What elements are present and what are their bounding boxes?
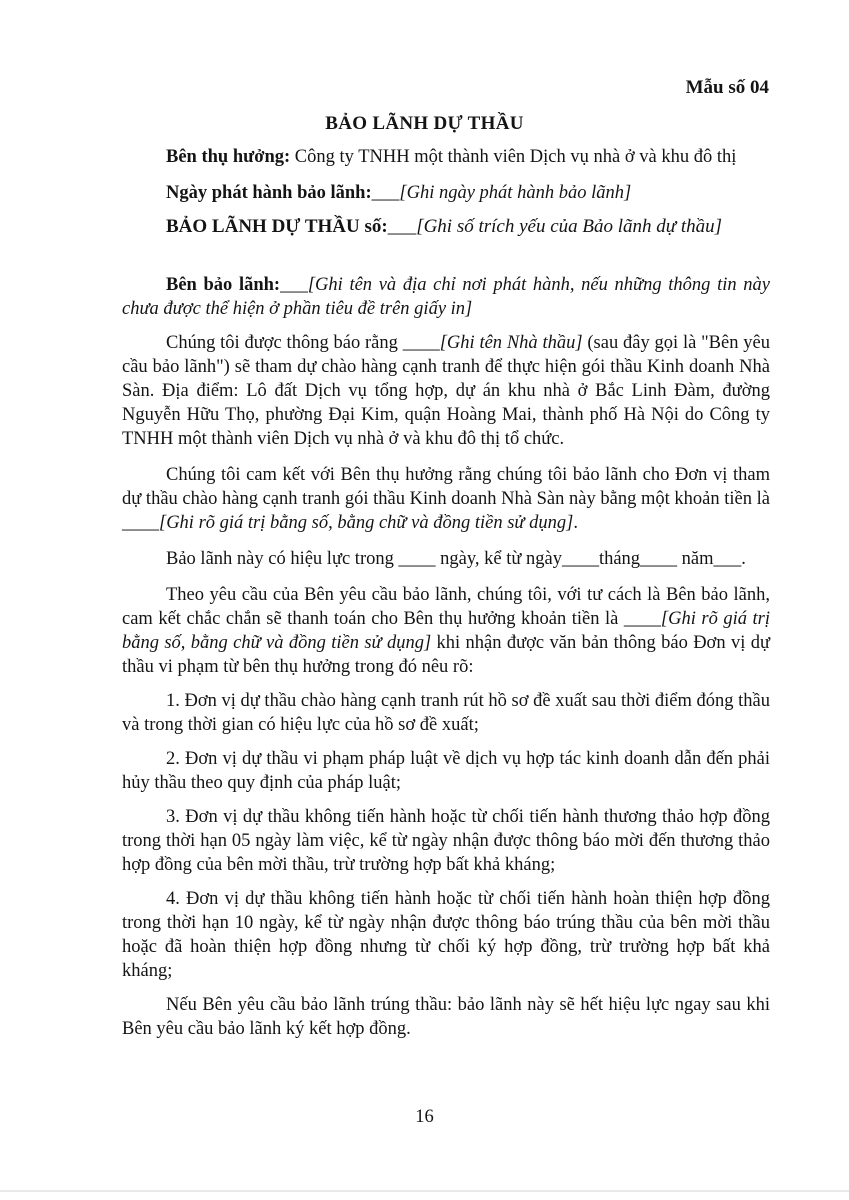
guarantee-number-blank: ___ [387, 216, 417, 237]
contractor-blank: ____ [402, 333, 440, 353]
condition-item: 1. Đơn vị dự thầu chào hàng cạnh tranh rút hồ sơ đề xuất sau thời điểm đóng thầu và trong thời gian có hiệu lực của hồ sơ đề xuất; [122, 691, 771, 735]
beneficiary-label: Bên thụ hưởng: [166, 147, 291, 167]
expiry-paragraph: Nếu Bên yêu cầu bảo lãnh trúng thầu: bảo lãnh này sẽ hết hiệu lực ngay sau khi Bên yêu cầu bảo lãnh ký kết hợp đồng. [122, 995, 770, 1039]
amount-hint: [Ghi rõ giá trị bằng số, bằng chữ và đồng tiền sử dụng] [159, 513, 574, 533]
guarantor-hint: [Ghi tên và địa chỉ nơi phát hành, nếu những thông tin này chưa được thể hiện ở phần tiêu đề trên giấy in] [122, 275, 770, 319]
condition-item: 4. Đơn vị dự thầu không tiến hành hoặc từ chối tiến hành hoàn thiện hợp đồng trong thời hạn 10 ngày, kể từ ngày nhận được thông báo trúng thầu của bên mời thầu hoặc đã hoàn thiện hợp đồng nhưng từ chối ký hợp đồng, trừ trường hợp bất khả kháng; [122, 889, 770, 981]
notification-text-start: Chúng tôi được thông báo rằng [166, 333, 403, 353]
form-number: Mẫu số 04 [685, 77, 769, 98]
notification-paragraph [122, 331, 770, 451]
issue-date-hint: [Ghi ngày phát hành bảo lãnh] [399, 183, 632, 203]
issue-date-blank: ___ [371, 183, 400, 203]
amount-blank: ____ [122, 513, 159, 533]
guarantee-number-hint: [Ghi số trích yếu của Bảo lãnh dự thầu] [416, 216, 723, 237]
contractor-hint: [Ghi tên Nhà thầu] [439, 333, 583, 353]
payment-paragraph [122, 583, 770, 679]
document-body [122, 145, 770, 1041]
guarantor-blank: ___ [280, 275, 308, 295]
beneficiary-value: Công ty TNHH một thành viên Dịch vụ nhà ở và khu đô thị [290, 147, 737, 167]
condition-item: 3. Đơn vị dự thầu không tiến hành hoặc từ chối tiến hành thương thảo hợp đồng trong thời hạn 05 ngày làm việc, kể từ ngày nhận được thông báo mời đến thương thảo hợp đồng của bên mời thầu, trừ trường hợp bất khả kháng; [122, 807, 770, 875]
payment-text-end: khi nhận được văn bản thông báo Đơn vị dự thầu vi phạm từ bên thụ hưởng trong đó nêu rõ: [122, 633, 770, 677]
validity-paragraph: Bảo lãnh này có hiệu lực trong ____ ngày, kể từ ngày____tháng____ năm___. [166, 549, 746, 569]
guarantor-label: Bên bảo lãnh: [166, 275, 281, 295]
issue-date-label: Ngày phát hành bảo lãnh: [166, 183, 372, 203]
scan-edge [0, 1190, 849, 1192]
guarantee-number-label: BẢO LÃNH DỰ THẦU số: [166, 216, 388, 237]
beneficiary-line [122, 145, 770, 169]
notification-text-end: (sau đây gọi là "Bên yêu cầu bảo lãnh") sẽ tham dự chào hàng cạnh tranh để thực hiện gói thầu Kinh doanh Nhà Sàn. Địa điểm: Lô đất Dịch vụ tổng hợp, dự án khu nhà ở Bắc Linh Đàm, đường Nguyễn Hữu Thọ, phường Đại Kim, quận Hoàng Mai, thành phố Hà Nội do Công ty TNHH một thành viên Dịch vụ nhà ở và khu đô thị tổ chức. [122, 333, 770, 449]
commitment-text-start: Chúng tôi cam kết với Bên thụ hưởng rằng chúng tôi bảo lãnh cho Đơn vị tham dự thầu chào hàng cạnh tranh gói thầu Kinh doanh Nhà Sàn này bằng một khoản tiền là [122, 465, 770, 509]
commitment-paragraph [122, 463, 770, 535]
guarantee-number-line [122, 215, 770, 239]
payment-blank: ____ [623, 609, 661, 629]
condition-item: 2. Đơn vị dự thầu vi phạm pháp luật về dịch vụ hợp tác kinh doanh dẫn đến phải hủy thầu theo quy định của pháp luật; [122, 749, 770, 793]
guarantor-line [122, 273, 770, 321]
document-title: BẢO LÃNH DỰ THẦU [325, 113, 524, 134]
page-number: 16 [415, 1107, 434, 1127]
commitment-text-end: . [573, 513, 578, 533]
payment-hint: [Ghi rõ giá trị bằng số, bằng chữ và đồng tiền sử dụng] [122, 609, 770, 653]
issue-date-line [122, 181, 770, 205]
payment-text-start: Theo yêu cầu của Bên yêu cầu bảo lãnh, chúng tôi, với tư cách là Bên bảo lãnh, cam kết chắc chắn sẽ thanh toán cho Bên thụ hưởng khoản tiền là [122, 585, 770, 629]
